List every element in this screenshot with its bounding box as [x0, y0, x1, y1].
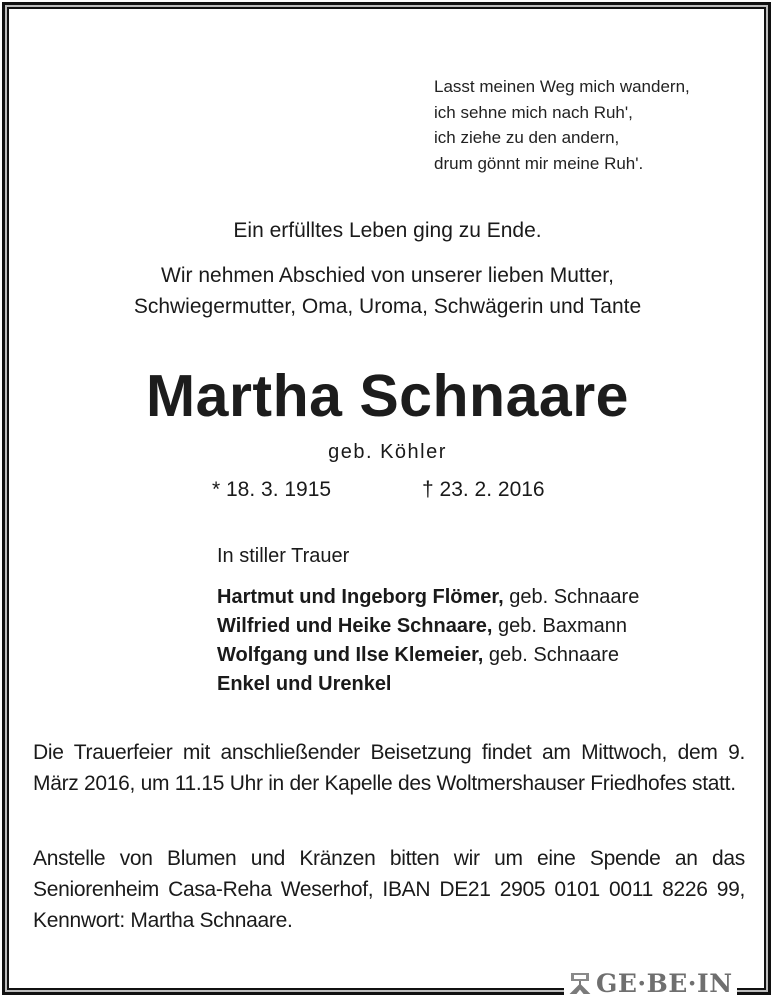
gebein-logo [564, 968, 737, 998]
mourner-born: geb. Schnaare [503, 586, 640, 608]
mourners-list [217, 583, 639, 699]
poem-line: Lasst meinen Weg mich wandern, [434, 77, 690, 96]
donation-notice: Anstelle von Blumen und Kränzen bitten wir um eine Spende an das Seniorenheim Casa-Reha Weserhof, IBAN DE21 2905 0101 0011 8226 99, Kennwort: Martha Schnaare. [33, 847, 745, 932]
mourner-names: Wolfgang und Ilse Klemeier, [217, 644, 484, 666]
mourner-entry [217, 670, 639, 699]
poem-line: ich sehne mich nach Ruh', [434, 102, 633, 122]
gebein-mark-icon [568, 971, 592, 995]
birth-date: * 18. 3. 1915 [212, 478, 332, 501]
mourner-names: Enkel und Urenkel [217, 673, 392, 695]
poem-line: drum gönnt mir meine Ruh'. [434, 153, 644, 173]
farewell-line: Wir nehmen Abschied von unserer lieben Mutter, [161, 264, 614, 287]
funeral-notice: Die Trauerfeier mit anschließender Beisetzung findet am Mittwoch, dem 9. März 2016, um 11.15 Uhr in der Kapelle des Woltmershauser Friedhofes statt. [33, 741, 745, 795]
death-date: † 23. 2. 2016 [422, 478, 545, 501]
mourner-entry [217, 641, 639, 670]
mourner-born: geb. Baxmann [492, 615, 627, 637]
mourner-born: geb. Schnaare [483, 644, 620, 666]
mourner-entry [217, 612, 639, 641]
farewell-text [0, 260, 775, 322]
logo-text: GE·BE·IN [596, 968, 733, 998]
mourner-entry [217, 583, 639, 612]
mourning-heading: In stiller Trauer [217, 545, 350, 567]
farewell-line: Schwiegermutter, Oma, Uroma, Schwägerin und Tante [133, 295, 642, 318]
poem-line: ich ziehe zu den andern, [434, 128, 620, 147]
deceased-name: Martha Schnaare [146, 363, 629, 429]
birth-name: geb. Köhler [328, 441, 447, 463]
mourner-names: Wilfried und Heike Schnaare, [217, 615, 493, 637]
mourner-names: Hartmut und Ingeborg Flömer, [217, 586, 504, 608]
intro-line: Ein erfülltes Leben ging zu Ende. [233, 219, 542, 242]
poem [434, 74, 690, 176]
